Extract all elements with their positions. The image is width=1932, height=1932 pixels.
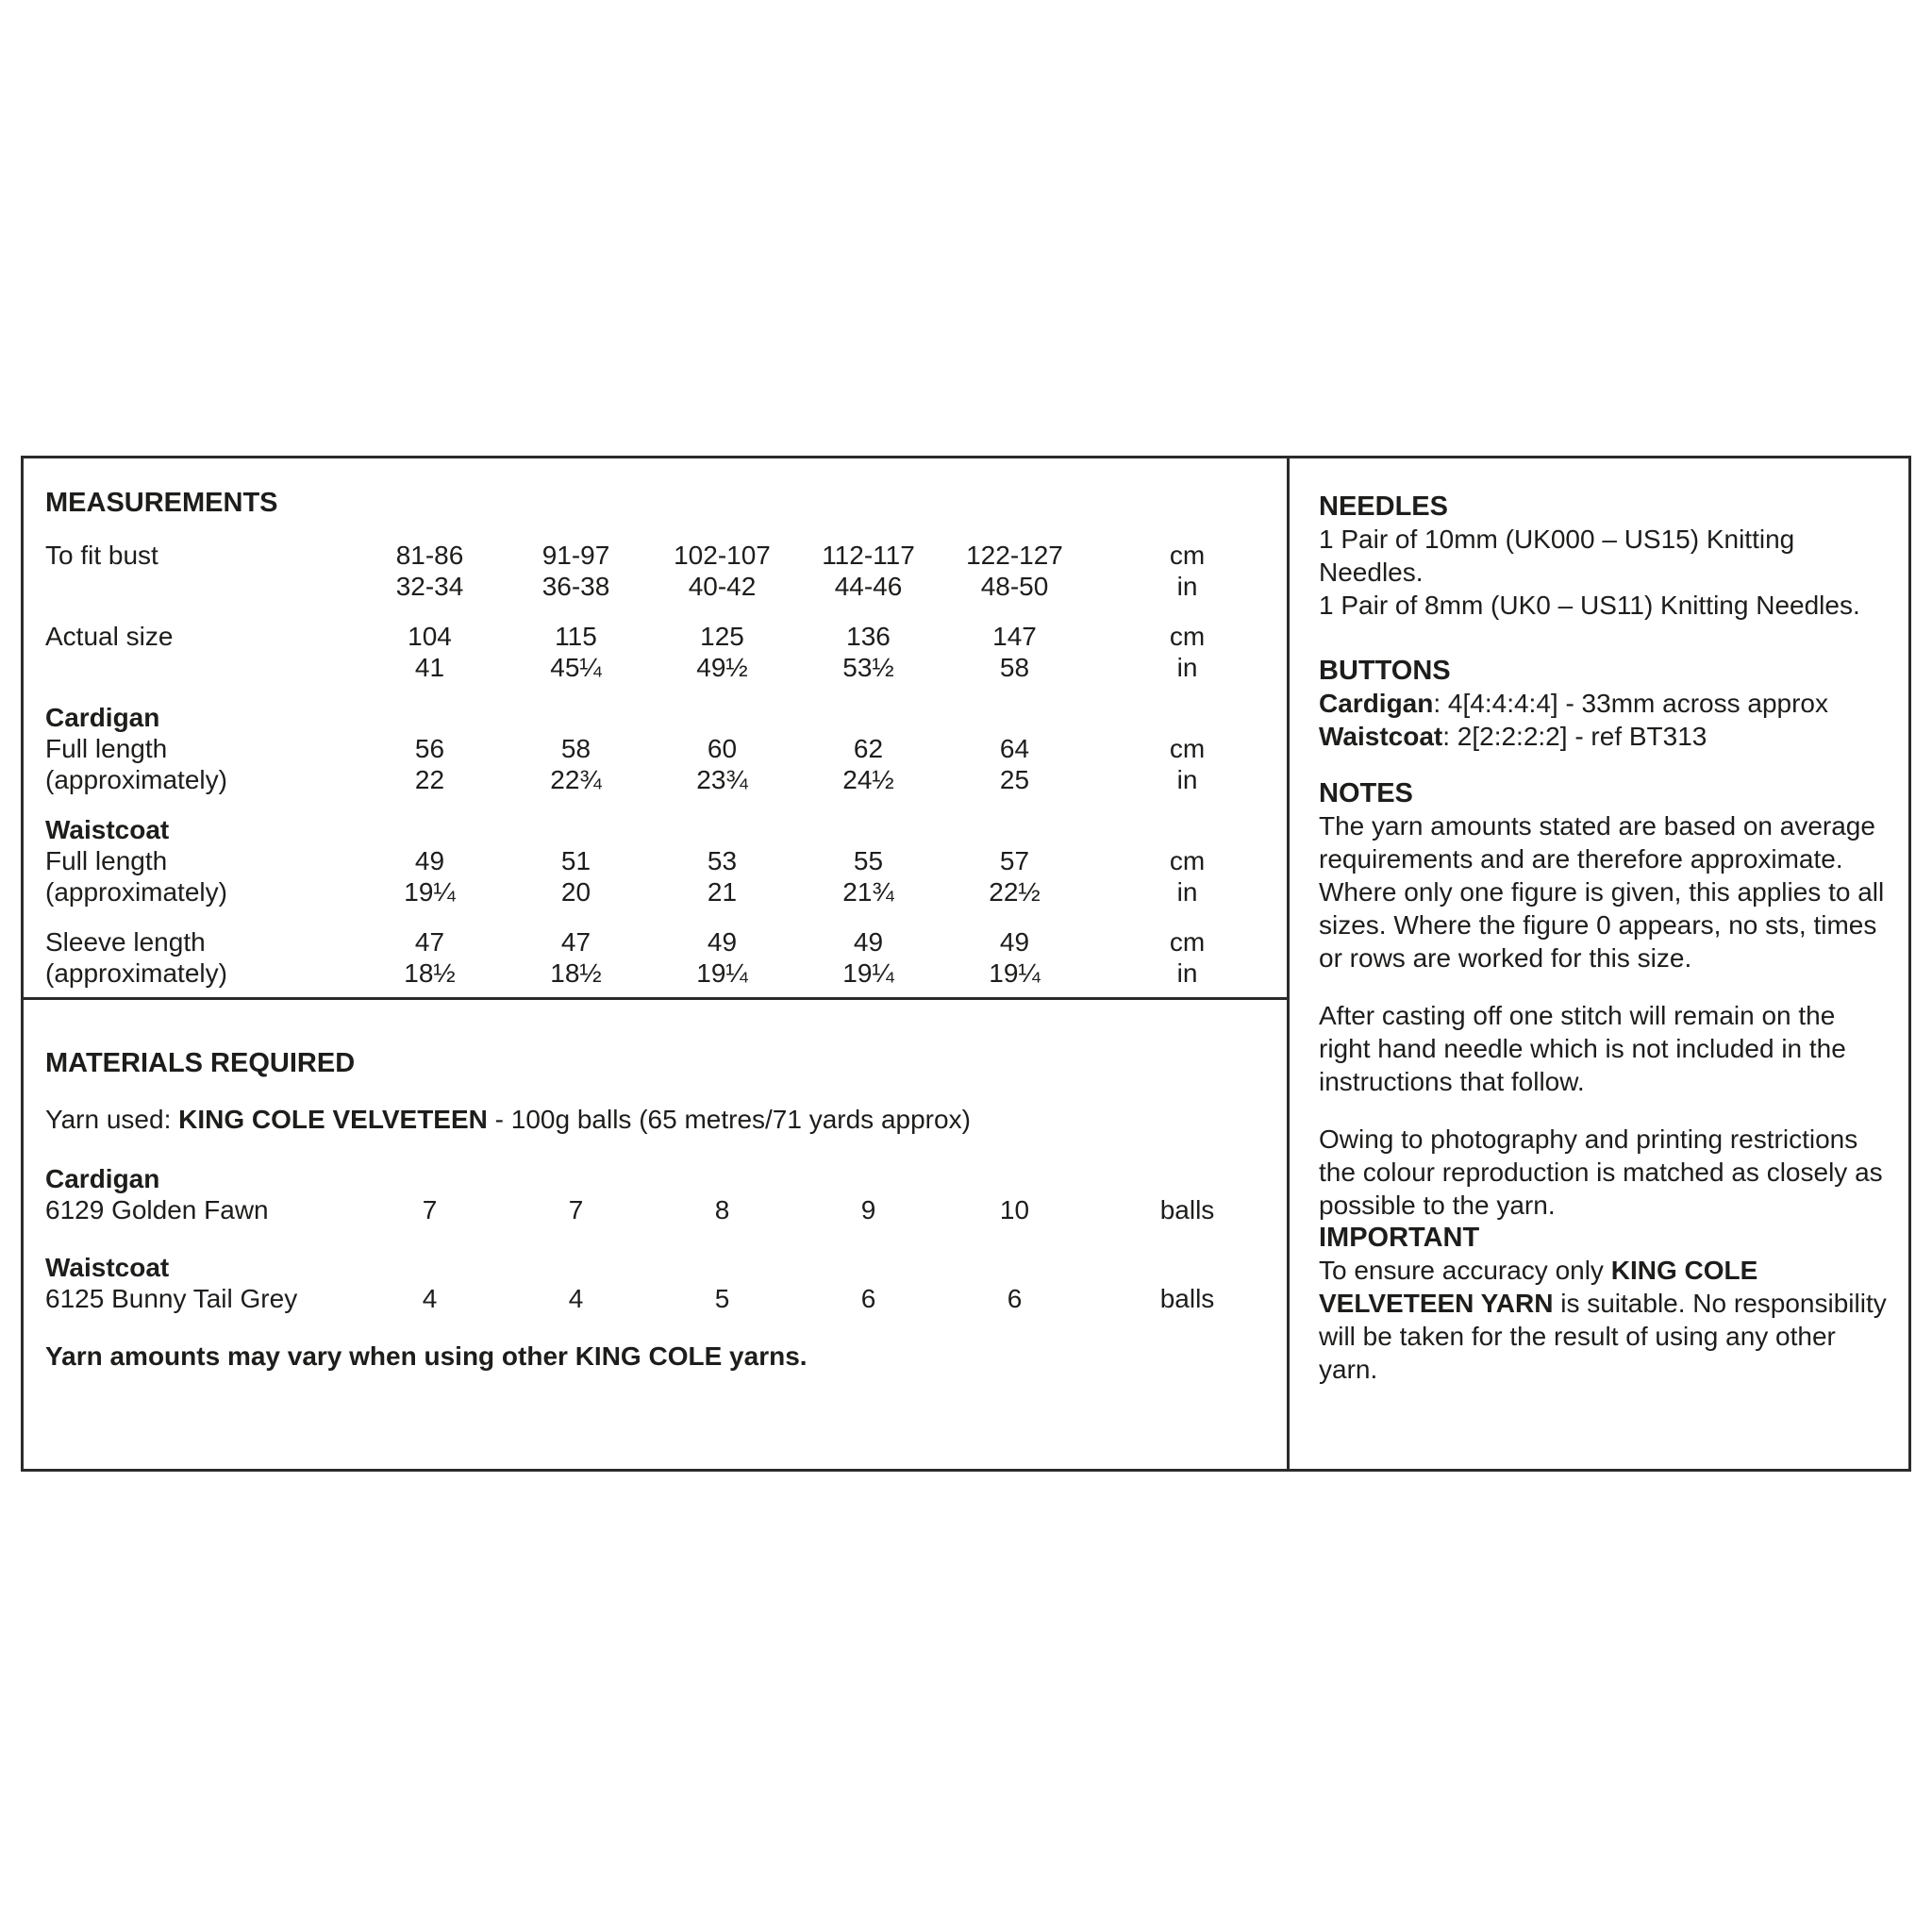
size-value: 57	[999, 846, 1030, 875]
materials-section	[24, 1000, 1287, 1469]
garment-group-heading: Cardigan	[45, 703, 160, 732]
row-label: Full length	[45, 846, 168, 875]
size-value: 115	[555, 622, 597, 651]
size-value: 21	[707, 877, 738, 907]
row-label: Full length	[45, 734, 168, 763]
unit-label: cm	[1169, 541, 1206, 570]
row-label: To fit bust	[45, 541, 158, 570]
size-value: 24½	[842, 765, 894, 794]
notes-paragraph: After casting off one stitch will remain on the right hand needle which is not included in the instructions that follow.	[1319, 1001, 1846, 1096]
size-value: 49	[414, 846, 445, 875]
shade-name: 6129 Golden Fawn	[45, 1195, 269, 1224]
size-value: 47	[414, 927, 445, 957]
buttons-waistcoat-line	[1319, 720, 1888, 753]
size-value: 19¼	[696, 958, 748, 988]
size-value: 47	[560, 927, 591, 957]
row-label: Sleeve length	[45, 927, 206, 957]
row-sublabel: (approximately)	[45, 765, 227, 794]
yarn-used-prefix: Yarn used:	[45, 1105, 179, 1134]
size-value: 60	[707, 734, 738, 763]
ball-count: 5	[714, 1284, 730, 1313]
row-sublabel: (approximately)	[45, 958, 227, 988]
size-value: 49½	[696, 653, 748, 682]
size-value: 22¾	[550, 765, 602, 794]
notes-heading: NOTES	[1319, 778, 1413, 808]
garment-group-heading: Waistcoat	[45, 815, 170, 844]
measurement-row-waistcoat	[45, 814, 1287, 908]
measurement-line-in	[45, 958, 1287, 989]
measurement-row-sleeve	[45, 926, 1287, 989]
unit-label: in	[1176, 877, 1198, 907]
size-value: 51	[560, 846, 591, 875]
row-sublabel: (approximately)	[45, 877, 227, 907]
size-value: 44-46	[834, 572, 903, 601]
important-heading: IMPORTANT	[1319, 1223, 1480, 1253]
buttons-heading: BUTTONS	[1319, 656, 1451, 686]
ball-count: 8	[714, 1195, 730, 1224]
size-value: 23¾	[696, 765, 748, 794]
measurement-line-cm	[45, 845, 1287, 876]
buttons-cardigan-line	[1319, 687, 1888, 720]
measurements-heading: MEASUREMENTS	[45, 488, 278, 518]
measurement-line-cm	[45, 733, 1287, 764]
notes-paragraph: The yarn amounts stated are based on average requirements and are therefore approximate. Where only one figure is given, this applies to all sizes. Where the figure 0 appears, no sts, times or rows are worked for this size.	[1319, 811, 1885, 973]
important-prefix: To ensure accuracy only	[1319, 1256, 1611, 1285]
size-value: 40-42	[688, 572, 757, 601]
size-value: 125	[700, 622, 744, 651]
unit-label: cm	[1169, 622, 1206, 651]
unit-label: cm	[1169, 927, 1206, 957]
buttons-cardigan-label: Cardigan	[1319, 689, 1434, 718]
right-column	[1290, 458, 1908, 1469]
notes-paragraph: Owing to photography and printing restrictions the colour reproduction is matched as closely as possible to the yarn.	[1319, 1124, 1883, 1220]
buttons-waistcoat-detail: : 2[2:2:2:2] - ref BT313	[1442, 722, 1707, 751]
ball-count: 4	[568, 1284, 584, 1313]
unit-label: in	[1176, 958, 1198, 988]
unit-label: balls	[1159, 1284, 1215, 1313]
size-value: 45¼	[550, 653, 602, 682]
size-value: 19¼	[989, 958, 1041, 988]
notes-section	[1319, 777, 1888, 1222]
size-value: 21¾	[842, 877, 894, 907]
size-value: 49	[999, 927, 1030, 957]
measurement-line-in	[45, 571, 1287, 602]
size-value: 18½	[404, 958, 456, 988]
yarn-quantity-line	[45, 1194, 1287, 1225]
measurement-row-cardigan	[45, 702, 1287, 795]
materials-cardigan-block	[45, 1163, 1287, 1225]
size-value: 53½	[842, 653, 894, 682]
yarn-variation-note: Yarn amounts may vary when using other KING COLE yarns.	[45, 1341, 808, 1371]
size-value: 41	[414, 653, 445, 682]
measurements-section	[24, 458, 1287, 1000]
size-value: 48-50	[980, 572, 1049, 601]
unit-label: in	[1176, 765, 1198, 794]
size-value: 58	[560, 734, 591, 763]
yarn-used-suffix: - 100g balls (65 metres/71 yards approx)	[487, 1105, 971, 1134]
measurement-line-cm	[45, 621, 1287, 652]
size-value: 136	[846, 622, 891, 651]
size-value: 49	[853, 927, 884, 957]
needles-heading: NEEDLES	[1319, 491, 1448, 522]
yarn-used-line	[45, 1104, 1287, 1135]
size-value: 62	[853, 734, 884, 763]
ball-count: 6	[860, 1284, 876, 1313]
size-value: 64	[999, 734, 1030, 763]
garment-group-heading: Waistcoat	[45, 1253, 170, 1282]
buttons-waistcoat-label: Waistcoat	[1319, 722, 1443, 751]
buttons-section	[1319, 655, 1888, 753]
needles-line: 1 Pair of 10mm (UK000 – US15) Knitting Needles.	[1319, 525, 1795, 587]
size-value: 81-86	[395, 541, 464, 570]
size-value: 49	[707, 927, 738, 957]
unit-label: in	[1176, 572, 1198, 601]
ball-count: 7	[568, 1195, 584, 1224]
size-value: 112-117	[822, 541, 915, 570]
size-value: 36-38	[541, 572, 610, 601]
ball-count: 4	[422, 1284, 438, 1313]
pattern-info-box	[21, 456, 1911, 1472]
materials-waistcoat-block	[45, 1252, 1287, 1314]
ball-count: 9	[860, 1195, 876, 1224]
size-value: 58	[999, 653, 1030, 682]
size-value: 20	[560, 877, 591, 907]
measurement-row-to-fit-bust	[45, 540, 1287, 602]
ball-count: 10	[999, 1195, 1030, 1224]
unit-label: cm	[1169, 846, 1206, 875]
needles-line: 1 Pair of 8mm (UK0 – US11) Knitting Needles.	[1319, 591, 1860, 620]
size-value: 53	[707, 846, 738, 875]
size-value: 104	[408, 622, 452, 651]
size-value: 55	[853, 846, 884, 875]
garment-group-heading: Cardigan	[45, 1164, 160, 1193]
measurement-line-in	[45, 764, 1287, 795]
row-sublabel	[45, 652, 357, 683]
materials-heading: MATERIALS REQUIRED	[45, 1048, 356, 1078]
size-value: 25	[999, 765, 1030, 794]
size-value: 19¼	[404, 877, 456, 907]
left-column	[24, 458, 1290, 1469]
size-value: 19¼	[842, 958, 894, 988]
measurement-line-in	[45, 876, 1287, 908]
size-value: 18½	[550, 958, 602, 988]
ball-count: 6	[1007, 1284, 1023, 1313]
size-value: 32-34	[395, 572, 464, 601]
yarn-name: KING COLE VELVETEEN	[178, 1105, 488, 1134]
row-sublabel	[45, 571, 357, 602]
buttons-cardigan-detail: : 4[4:4:4:4] - 33mm across approx	[1433, 689, 1828, 718]
shade-name: 6125 Bunny Tail Grey	[45, 1284, 298, 1313]
measurement-line-cm	[45, 540, 1287, 571]
size-value: 91-97	[541, 541, 610, 570]
needles-section	[1319, 491, 1888, 622]
unit-label: cm	[1169, 734, 1206, 763]
unit-label: in	[1176, 653, 1198, 682]
measurement-row-actual-size	[45, 621, 1287, 683]
important-suffix: is suitable. No responsibility will be taken for the result of using any other yarn.	[1319, 1289, 1887, 1384]
measurement-line-in	[45, 652, 1287, 683]
row-label: Actual size	[45, 622, 174, 651]
size-value: 56	[414, 734, 445, 763]
important-paragraph	[1319, 1254, 1888, 1386]
size-value: 22½	[989, 877, 1041, 907]
size-value: 22	[414, 765, 445, 794]
unit-label: balls	[1159, 1195, 1215, 1224]
yarn-quantity-line	[45, 1283, 1287, 1314]
size-value: 147	[992, 622, 1037, 651]
ball-count: 7	[422, 1195, 438, 1224]
size-value: 122-127	[966, 541, 1063, 570]
important-section	[1319, 1222, 1888, 1386]
size-value: 102-107	[674, 541, 771, 570]
measurement-line-cm	[45, 926, 1287, 958]
important-yarn-name: KING COLE VELVETEEN YARN	[1319, 1256, 1758, 1318]
